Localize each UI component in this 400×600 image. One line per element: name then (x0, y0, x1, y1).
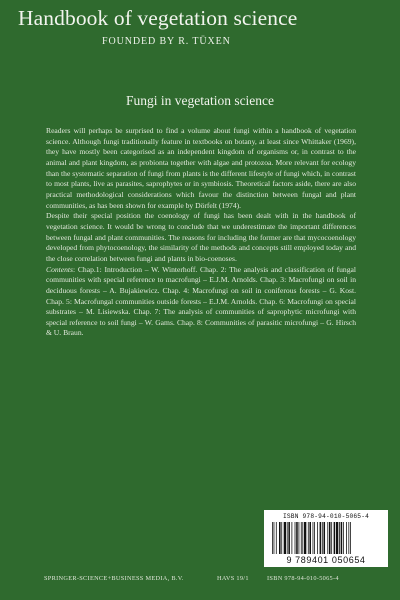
footer-publisher: SPRINGER-SCIENCE+BUSINESS MEDIA, B.V. (44, 575, 184, 582)
barcode-isbn: ISBN 978-94-010-5065-4 (282, 513, 370, 520)
founded-by: FOUNDED BY R. TÜXEN (102, 36, 231, 47)
contents-paragraph (46, 265, 356, 340)
footer-series-code: HAVS 19/1 (217, 575, 249, 582)
barcode-digits: 9 789401 050654 (286, 555, 366, 565)
barcode (264, 510, 388, 567)
barcode-bars (270, 522, 382, 554)
contents-label: Contents (46, 264, 74, 274)
blurb-paragraph-1: Readers will perhaps be surprised to find a volume about fungi within a handbook of vegetation science. Although fungi traditionally feature in textbooks on botany, at least since Whittaker (1969), they have mostly been categorised as an independent kingdom of organisms or, in contrast to the animal and plant kingdom, as probionta together with algae and protozoa. More relevant for ecology than the systematic separation of fungi from plants is the different lifestyle of fungi which, in contrast to most plants, live as parasites, saprophytes or in symbiosis. Theoretical factors aside, there are also practical methodological considerations which favour the distinction between fungal and plant communities, as has been shown for example by Dörfelt (1974). (46, 126, 356, 210)
book-title: Fungi in vegetation science (125, 93, 275, 108)
contents-text: : Chap.1: Introduction – W. Winterhoff. Chap. 2: The analysis and classification of fungal communities with special reference to macrofungi – E.J.M. Arnolds. Chap. 3: Macrofungi on soil in deciduous forests – A. Bujakiewicz. Chap. 4: Macrofungi on soil in coniferous forests – G. Kost. Chap. 5: Macrofungal communities outside forests – E.J.M. Arnolds. Chap. 6: Macrofungi on special substrates – M. Lisiewska. Chap. 7: The analysis of communities of saprophytic microfungi with special reference to soil fungi – W. Gams. Chap. 8: Communities of parasitic microfungi – G. Hirsch & U. Braun. (46, 264, 356, 338)
footer-isbn: ISBN 978-94-010-5065-4 (267, 575, 339, 582)
blurb (46, 126, 356, 339)
series-title: Handbook of vegetation science (18, 6, 298, 30)
blurb-paragraph-2: Despite their special position the coenology of fungi has been dealt with in the handbook of vegetation science. It would be wrong to conclude that we underestimate the important differences between fungal and plant communities. The reasons for including the former are that mycocoenology developed from phytocoenology, the similarity of the methods and concepts still employed today and the close correlation between fungi and plants in bio-coenoses. (46, 211, 356, 263)
